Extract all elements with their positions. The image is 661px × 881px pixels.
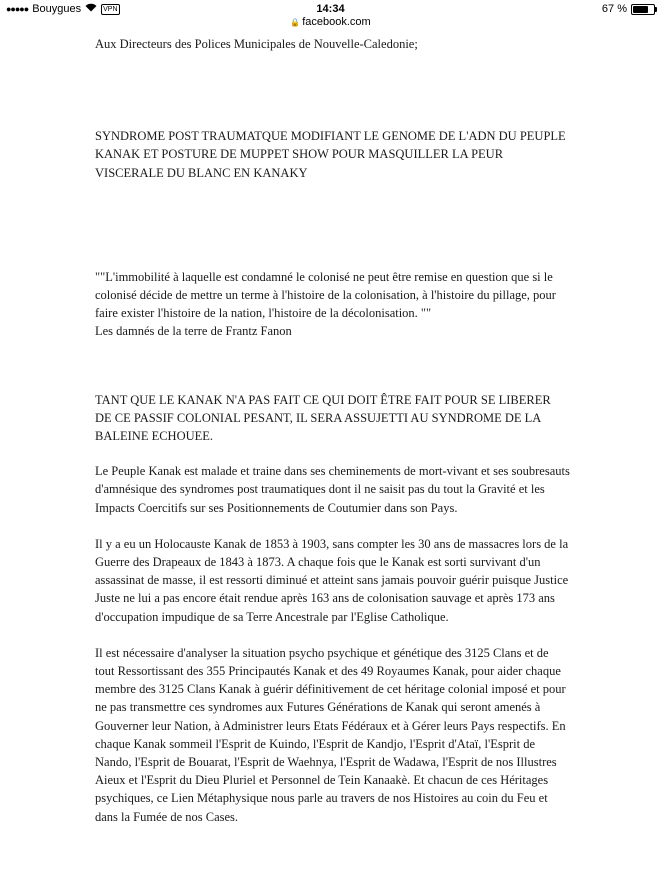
status-right bbox=[602, 3, 655, 15]
post-greeting: Aux Directeurs des Polices Municipales de Nouvelle-Caledonie; bbox=[95, 37, 418, 51]
signal-icon: ●●●●● bbox=[6, 4, 29, 14]
paragraph-3: Il est nécessaire d'analyser la situation psycho psychique et génétique des 3125 Clans et de tout Ressortissant des 355 Principautés Kanak et des 49 Royaumes Kanak, pour aider chaque membre des 3125 Clans Kanak à guérir définitivement de cet héritage colonial imposé et pour ne pas transmettre ces syndromes aux Futures Générations de Kanak qui seront amenés à Gouverner leur Nation, à Administrer leurs Etats Fédéraux et à Gérer leurs Pays respectifs. En chaque Kanak sommeil l'Esprit de Kuindo, l'Esprit de Kandjo, l'Esprit d'Ataï, l'Esprit de Nando, l'Esprit de Bouarat, l'Esprit de Waehnya, l'Esprit de Wadawa, l'Esprit de nos Illustres Aieux et l'Esprit du Dieu Pluriel et Personnel de Tein Kanaakè. Et chacun de ces Héritages psychiques, ce Lien Métaphysique nous parle au travers de nos Histoires au coin du Feu et dans la Fumée de nos Cases. bbox=[95, 645, 566, 824]
url-bar[interactable] bbox=[0, 16, 661, 32]
paragraph-1: Le Peuple Kanak est malade et traine dans ses cheminements de mort-vivant et ses soubresauts d'amnésique des syndromes post traumatiques dont il ne saisit pas du tout la Gravité et les Impacts Coercitifs sur ses Positionnements de Coutumier dans son Pays. bbox=[95, 464, 570, 515]
url-text[interactable]: facebook.com bbox=[302, 16, 371, 28]
post-content bbox=[95, 35, 570, 826]
quote-source: Les damnés de la terre de Frantz Fanon bbox=[95, 324, 292, 339]
vpn-badge: VPN bbox=[103, 5, 118, 13]
post-quote: ""L'immobilité à laquelle est condamné le colonisé ne peut être remise en question que si le colonisé décide de mettre un terme à l'histoire de la colonisation, à l'histoire du pillage, pour faire exister l'histoire de la nation, l'histoire de la décolonisation. "" bbox=[95, 269, 556, 321]
battery-percent: 67 % bbox=[601, 3, 627, 15]
post-slogan: TANT QUE LE KANAK N'A PAS FAIT CE QUI DOIT ÊTRE FAIT POUR SE LIBERER DE CE PASSIF COLONIAL PESANT, IL SERA ASSUJETTI AU SYNDROME DE LA BALEINE ECHOUEE. bbox=[95, 392, 551, 444]
clock: 14:34 bbox=[316, 3, 345, 15]
lock-icon: 🔒 bbox=[290, 18, 301, 27]
battery-icon bbox=[631, 4, 655, 15]
carrier-name: Bouygues bbox=[32, 3, 82, 15]
battery-fill bbox=[633, 6, 648, 13]
paragraph-2: Il y a eu un Holocauste Kanak de 1853 à 1903, sans compter les 30 ans de massacres lors de la Guerre des Drapeaux de 1843 à 1873. A chaque fois que le Kanak est sorti survivant d'un assassinat de masse, il est ressorti diminué et atteint sans jamais pouvoir guérir puisque Justice Juste ne lui a pas encore était rendue après 163 ans de colonisation sauvage et après 173 ans d'occupation impudique de sa Terre Ancestrale par l'Eglise Catholique. bbox=[95, 536, 569, 624]
post-title: SYNDROME POST TRAUMATQUE MODIFIANT LE GENOME DE L'ADN DU PEUPLE KANAK ET POSTURE DE MUPPET SHOW POUR MASQUILLER LA PEUR VISCERALE DU BLANC EN KANAKY bbox=[95, 129, 566, 180]
